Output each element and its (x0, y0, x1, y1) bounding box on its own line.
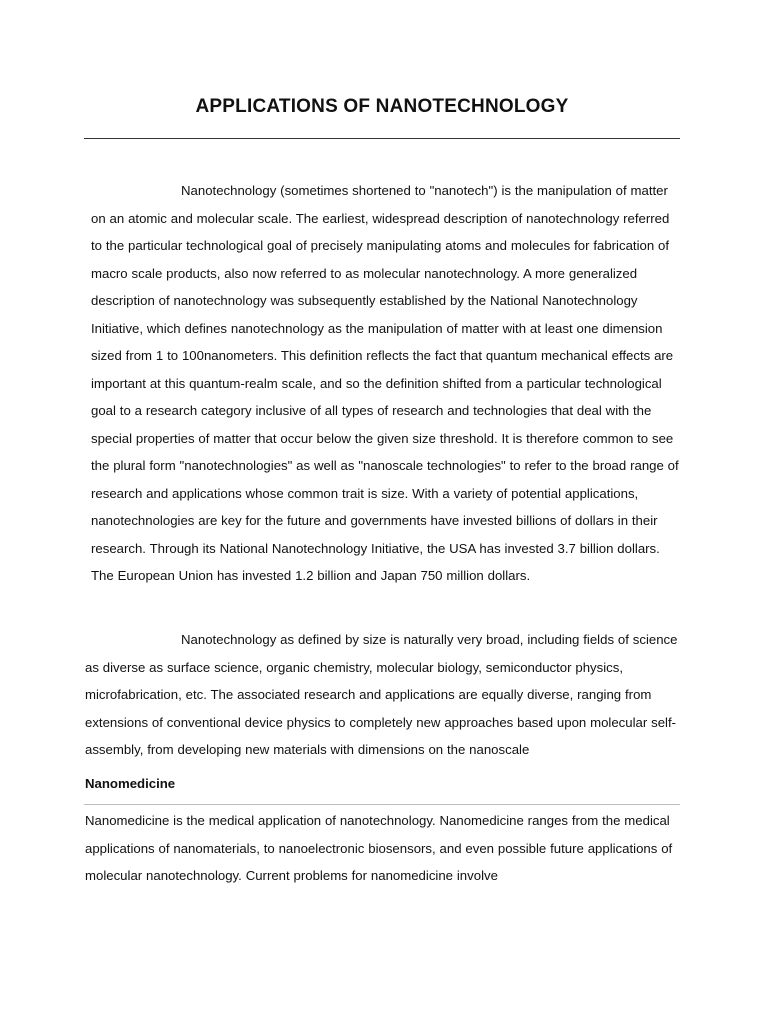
document-title: APPLICATIONS OF NANOTECHNOLOGY (195, 96, 569, 117)
section-heading-nanomedicine: Nanomedicine (85, 776, 176, 791)
nanomedicine-paragraph: Nanomedicine is the medical application of nanotechnology. Nanomedicine ranges from the medical applications of nanomaterials, to nanoelectronic biosensors, and even possible future applications of molecular nanotechnology. Current problems for nanomedicine involve (85, 813, 673, 883)
scope-paragraph: Nanotechnology as defined by size is naturally very broad, including fields of science as diverse as surface science, organic chemistry, molecular biology, semiconductor physics, microfabrication, etc. The associated research and applications are equally diverse, ranging from extensions of conventional device physics to completely new approaches based upon molecular self-assembly, from developing new materials with dimensions on the nanoscale (85, 632, 678, 757)
intro-paragraph: Nanotechnology (sometimes shortened to "nanotech") is the manipulation of matter on an atomic and molecular scale. The earliest, widespread description of nanotechnology referred to the particular technological goal of precisely manipulating atoms and molecules for fabrication of macro scale products, also now referred to as molecular nanotechnology. A more generalized description of nanotechnology was subsequently established by the National Nanotechnology Initiative, which defines nanotechnology as the manipulation of matter with at least one dimension sized from 1 to 100nanometers. This definition reflects the fact that quantum mechanical effects are important at this quantum-realm scale, and so the definition shifted from a particular technological goal to a research category inclusive of all types of research and technologies that deal with the special properties of matter that occur below the given size threshold. It is therefore common to see the plural form "nanotechnologies" as well as "nanoscale technologies" to refer to the broad range of research and applications whose common trait is size. With a variety of potential applications, nanotechnologies are key for the future and governments have invested billions of dollars in their research. Through its National Nanotechnology Initiative, the USA has invested 3.7 billion dollars. The European Union has invested 1.2 billion and Japan 750 million dollars. (91, 183, 679, 583)
section-divider (84, 804, 680, 805)
title-divider (84, 138, 680, 139)
